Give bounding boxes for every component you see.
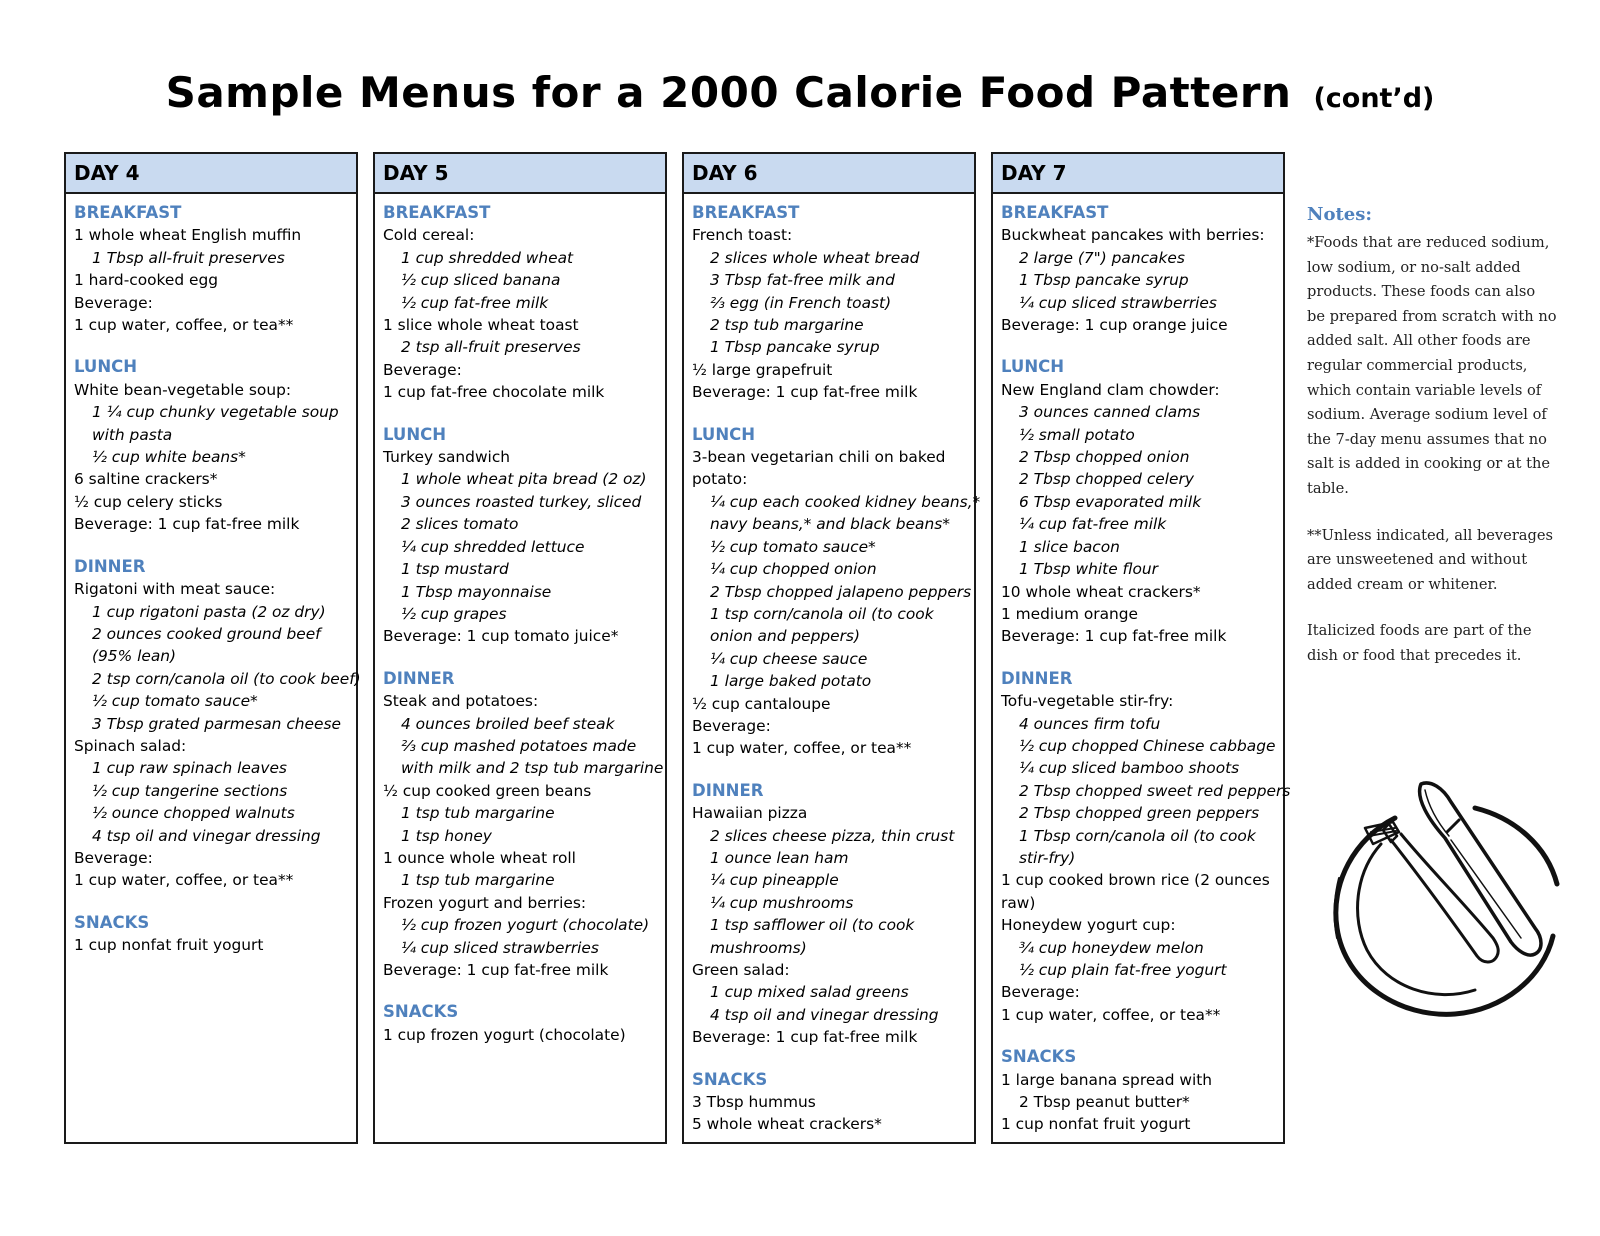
meal-heading: LUNCH (692, 424, 756, 444)
menu-subitem: mushrooms) (710, 938, 807, 957)
notes-panel (1307, 204, 1557, 691)
menu-subitem: ¼ cup mushrooms (710, 893, 854, 912)
menu-subitem: ¼ cup sliced strawberries (401, 938, 599, 957)
menu-subitem: ⅔ egg (in French toast) (710, 293, 892, 312)
meal-heading: LUNCH (1001, 357, 1065, 377)
menu-subitem: 2 tsp tub margarine (710, 316, 864, 335)
menu-item: 1 cup fat-free chocolate milk (383, 383, 605, 402)
menu-subitem: ½ cup tomato sauce* (710, 537, 876, 556)
note-sodium: *Foods that are reduced sodium, low sodium, or no-salt added products. These foods can also be prepared from scratch with no added salt. All other foods are regular commercial products, which contain variable levels of sodium. Average sodium level of the 7-day menu assumes that no salt is added in cooking or at the table. (1307, 234, 1557, 497)
meal-heading: SNACKS (383, 1002, 459, 1022)
menu-list (66, 194, 361, 957)
menu-subitem: 2 ounces cooked ground beef (92, 624, 321, 643)
plate-with-fork-and-knife-icon (1325, 778, 1585, 1028)
menu-list (684, 194, 981, 1136)
menu-item: Rigatoni with meat sauce: (74, 580, 276, 599)
meal-heading: BREAKFAST (74, 203, 182, 222)
menu-subitem: ¼ cup pineapple (710, 871, 839, 890)
menu-subitem: ¼ cup shredded lettuce (401, 537, 585, 556)
menu-item: ½ cup cooked green beans (383, 781, 592, 800)
menu-item: 1 hard-cooked egg (74, 271, 219, 290)
menu-item: Beverage: 1 cup orange juice (1001, 316, 1228, 335)
meal-heading: BREAKFAST (383, 203, 491, 222)
menu-subitem: 1 ounce lean ham (710, 848, 849, 867)
menu-item: raw) (1001, 893, 1036, 912)
day-4-panel (64, 152, 361, 1144)
menu-item: 1 cup nonfat fruit yogurt (74, 936, 264, 955)
menu-item: Honeydew yogurt cup: (1001, 916, 1176, 935)
menu-subitem: 1 slice bacon (1019, 537, 1120, 556)
menu-subitem: 2 Tbsp chopped green peppers (1019, 804, 1260, 823)
menu-item: Beverage: (74, 293, 153, 312)
menu-subitem: 1 Tbsp white flour (1019, 560, 1158, 579)
menu-subitem: 2 Tbsp chopped celery (1019, 470, 1194, 489)
menu-subitem: 2 slices cheese pizza, thin crust (710, 826, 955, 845)
menu-subitem: 3 Tbsp fat-free milk and (710, 271, 895, 290)
menu-subitem: 1 cup mixed salad greens (710, 983, 909, 1002)
meal-heading: DINNER (1001, 668, 1073, 688)
menu-item: Beverage: 1 cup fat-free milk (74, 515, 300, 534)
menu-subitem: ½ cup tomato sauce* (92, 692, 258, 711)
menu-item: Steak and potatoes: (383, 692, 539, 711)
menu-item: 1 whole wheat English muffin (74, 226, 302, 245)
meal-heading: BREAKFAST (1001, 203, 1109, 222)
menu-item: Hawaiian pizza (692, 804, 808, 823)
menu-item: White bean-vegetable soup: (74, 380, 292, 399)
menu-item: 1 cup water, coffee, or tea** (74, 871, 294, 890)
menu-item: 1 cup water, coffee, or tea** (692, 739, 912, 758)
menu-subitem: 2 slices tomato (401, 515, 519, 534)
menu-subitem: 1 Tbsp corn/canola oil (to cook (1019, 826, 1256, 845)
menu-subitem: ½ cup frozen yogurt (chocolate) (401, 916, 650, 935)
menu-subitem: ¼ cup sliced strawberries (1019, 293, 1217, 312)
menu-subitem: ½ cup grapes (401, 604, 507, 623)
menu-subitem: 3 Tbsp grated parmesan cheese (92, 714, 341, 733)
meal-heading: LUNCH (383, 424, 447, 444)
menu-subitem: 2 Tbsp chopped sweet red peppers (1019, 781, 1291, 800)
menu-item: Frozen yogurt and berries: (383, 893, 587, 912)
meal-heading: BREAKFAST (692, 203, 800, 222)
menu-subitem: 4 ounces broiled beef steak (401, 714, 615, 733)
menu-subitem: 1 tsp corn/canola oil (to cook (710, 604, 934, 623)
day-header: DAY 6 (684, 154, 974, 194)
menu-item: Turkey sandwich (383, 448, 511, 467)
menu-item: Spinach salad: (74, 736, 187, 755)
menu-subitem: 2 Tbsp chopped onion (1019, 448, 1190, 467)
menu-subitem: with milk and 2 tsp tub margarine (401, 759, 664, 778)
meal-heading: LUNCH (74, 357, 138, 377)
menu-subitem: ¼ cup cheese sauce (710, 649, 868, 668)
day-7-panel (991, 152, 1291, 1144)
menu-item: Cold cereal: (383, 226, 475, 245)
menu-subitem: ½ cup sliced banana (401, 271, 561, 290)
menu-subitem: navy beans,* and black beans* (710, 515, 950, 534)
menu-subitem: ½ cup tangerine sections (92, 781, 288, 800)
menu-item: 1 large banana spread with (1001, 1070, 1213, 1089)
menu-item: 6 saltine crackers* (74, 470, 218, 489)
menu-subitem: 1 large baked potato (710, 672, 872, 691)
meal-heading: DINNER (74, 556, 146, 576)
menu-item: 1 ounce whole wheat roll (383, 848, 576, 867)
menu-subitem: ¼ cup each cooked kidney beans,* (710, 492, 981, 511)
menu-item: Beverage: (74, 848, 153, 867)
menu-subitem: 1 Tbsp mayonnaise (401, 582, 552, 601)
menu-subitem: 4 tsp oil and vinegar dressing (92, 826, 321, 845)
meal-heading: SNACKS (1001, 1047, 1077, 1067)
day-header: DAY 7 (993, 154, 1283, 194)
menu-item: 10 whole wheat crackers* (1001, 582, 1201, 601)
menu-subitem: 1 tsp tub margarine (401, 871, 555, 890)
note-italics: Italicized foods are part of the dish or food that precedes it. (1307, 622, 1532, 664)
menu-subitem: ½ small potato (1019, 425, 1135, 444)
menu-item: Beverage: (692, 716, 771, 735)
menu-subitem: stir-fry) (1019, 848, 1076, 867)
menu-item: Buckwheat pancakes with berries: (1001, 226, 1265, 245)
menu-item: ½ cup celery sticks (74, 492, 223, 511)
menu-item: 3 Tbsp hummus (692, 1093, 816, 1112)
menu-subitem: ¾ cup honeydew melon (1019, 938, 1204, 957)
menu-item: Beverage: 1 cup fat-free milk (692, 383, 918, 402)
menu-subitem: 4 tsp oil and vinegar dressing (710, 1005, 939, 1024)
meal-heading: SNACKS (692, 1069, 768, 1089)
menu-subitem: 1 ¼ cup chunky vegetable soup (92, 403, 339, 422)
menu-subitem: 2 large (7") pancakes (1019, 248, 1185, 267)
menu-subitem: 1 cup raw spinach leaves (92, 759, 287, 778)
day-5-panel (373, 152, 667, 1144)
menu-subitem: 1 cup rigatoni pasta (2 oz dry) (92, 602, 326, 621)
menu-subitem: ½ ounce chopped walnuts (92, 804, 295, 823)
page-title (0, 68, 1600, 117)
menu-subitem: ¼ cup sliced bamboo shoots (1019, 759, 1240, 778)
menu-subitem: 3 ounces canned clams (1019, 403, 1201, 422)
menu-item: ½ cup cantaloupe (692, 694, 831, 713)
menu-subitem: 2 tsp all-fruit preserves (401, 338, 581, 357)
menu-item: French toast: (692, 226, 793, 245)
menu-subitem: ¼ cup fat-free milk (1019, 515, 1167, 534)
menu-item: 2 Tbsp peanut butter* (1019, 1093, 1190, 1112)
menu-item: 1 slice whole wheat toast (383, 316, 579, 335)
menu-item: Beverage: 1 cup tomato juice* (383, 627, 619, 646)
menu-subitem: ½ cup chopped Chinese cabbage (1019, 736, 1276, 755)
title-suffix: (cont’d) (1313, 83, 1435, 114)
menu-item: 3-bean vegetarian chili on baked (692, 448, 946, 467)
meal-heading: DINNER (383, 668, 455, 688)
menu-subitem: 2 Tbsp chopped jalapeno peppers (710, 582, 972, 601)
menu-item: 1 medium orange (1001, 604, 1138, 623)
menu-item: ½ large grapefruit (692, 360, 833, 379)
menu-item: 1 cup water, coffee, or tea** (74, 316, 294, 335)
menu-subitem: 2 slices whole wheat bread (710, 248, 920, 267)
title-main: Sample Menus for a 2000 Calorie Food Pattern (165, 68, 1292, 117)
menu-subitem: ⅔ cup mashed potatoes made (401, 736, 637, 755)
menu-item: 1 cup cooked brown rice (2 ounces (1001, 871, 1270, 890)
menu-subitem: 1 tsp tub margarine (401, 804, 555, 823)
menu-subitem: 1 tsp safflower oil (to cook (710, 916, 915, 935)
menu-list (993, 194, 1291, 1136)
menu-subitem: 1 Tbsp pancake syrup (1019, 271, 1189, 290)
menu-item: Beverage: (1001, 983, 1080, 1002)
menu-subitem: 6 Tbsp evaporated milk (1019, 492, 1202, 511)
menu-item: 1 cup nonfat fruit yogurt (1001, 1115, 1191, 1134)
menu-item: Beverage: 1 cup fat-free milk (1001, 627, 1227, 646)
menu-subitem: ½ cup fat-free milk (401, 293, 549, 312)
meal-heading: SNACKS (74, 912, 150, 932)
notes-title: Notes: (1307, 204, 1373, 225)
menu-list (375, 194, 665, 1046)
meal-heading: DINNER (692, 780, 764, 800)
menu-item: 5 whole wheat crackers* (692, 1115, 882, 1134)
menu-item: Tofu-vegetable stir-fry: (1001, 692, 1174, 711)
menu-subitem: (95% lean) (92, 647, 177, 666)
menu-subitem: 1 cup shredded wheat (401, 248, 574, 267)
menu-item: Beverage: 1 cup fat-free milk (692, 1028, 918, 1047)
day-6-panel (682, 152, 981, 1144)
menu-item: 1 cup frozen yogurt (chocolate) (383, 1025, 626, 1044)
day-header: DAY 4 (66, 154, 356, 194)
menu-subitem: ¼ cup chopped onion (710, 560, 877, 579)
note-beverages: **Unless indicated, all beverages are unsweetened and without added cream or whitener. (1307, 526, 1553, 593)
menu-item: Beverage: (383, 360, 462, 379)
menu-subitem: ½ cup white beans* (92, 448, 246, 467)
day-header: DAY 5 (375, 154, 665, 194)
menu-subitem: 2 tsp corn/canola oil (to cook beef) (92, 669, 361, 688)
menu-subitem: 1 Tbsp pancake syrup (710, 338, 880, 357)
menu-item: New England clam chowder: (1001, 380, 1220, 399)
menu-item: Beverage: 1 cup fat-free milk (383, 961, 609, 979)
menu-subitem: 1 whole wheat pita bread (2 oz) (401, 470, 647, 489)
menu-subitem: ½ cup plain fat-free yogurt (1019, 961, 1227, 979)
menu-subitem: with pasta (92, 425, 173, 444)
menu-subitem: 1 tsp mustard (401, 560, 509, 579)
menu-subitem: 1 tsp honey (401, 826, 492, 845)
menu-subitem: onion and peppers) (710, 627, 860, 646)
menu-subitem: 1 Tbsp all-fruit preserves (92, 248, 285, 267)
menu-item: Green salad: (692, 961, 790, 979)
menu-subitem: 4 ounces firm tofu (1019, 714, 1161, 733)
menu-item: potato: (692, 470, 748, 489)
menu-subitem: 3 ounces roasted turkey, sliced (401, 492, 642, 511)
menu-item: 1 cup water, coffee, or tea** (1001, 1005, 1221, 1024)
